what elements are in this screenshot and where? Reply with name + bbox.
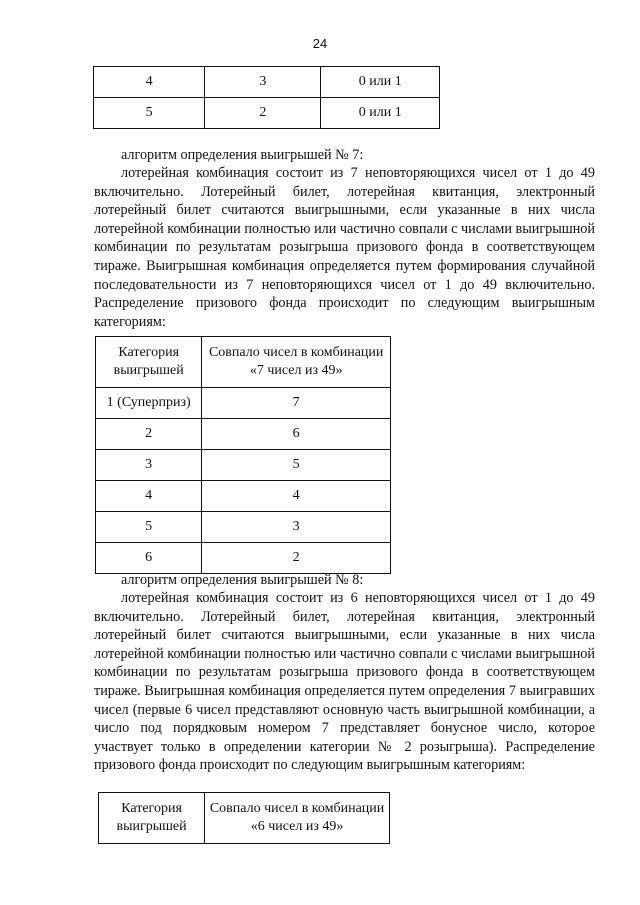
prize-table-continued: [93, 66, 440, 129]
table-row: [96, 450, 391, 481]
header-category: Категория выигрышей: [99, 793, 205, 844]
table-cell: 3: [96, 450, 202, 481]
table-cell: 4: [202, 481, 391, 512]
table-cell: 4: [96, 481, 202, 512]
table-cell: 6: [202, 419, 391, 450]
table-cell: 2: [202, 543, 391, 574]
table-cell: 3: [205, 67, 321, 98]
prize-categories-table-7-of-49: [95, 336, 391, 574]
table-cell: 0 или 1: [321, 67, 440, 98]
table-cell: 2: [205, 98, 321, 129]
table-cell: 4: [94, 67, 205, 98]
prize-categories-table-6-of-49: [98, 792, 390, 844]
section-8-body: лотерейная комбинация состоит из 6 неповторяющихся чисел от 1 до 49 включительно. Лотерейный билет, лотерейная квитанция, электронный лотерейный билет считаются выигрышными, если указанные в них числа лотерейной комбинации полностью или частично совпали с числами выигрышной комбинации по результатам розыгрыша призового фонда в соответствующем тираже. Выигрышная комбинация определяется путем определения 7 выигравших чисел (первые 6 чисел представляют основную часть выигрышной комбинации, а число под порядковым номером 7 представляет бонусное число, которое участвует только в определении категории № 2 розыгрыша). Распределение призового фонда происходит по следующим выигрышным категориям:: [94, 590, 595, 774]
table-cell: 2: [96, 419, 202, 450]
header-category: Категория выигрышей: [96, 337, 202, 388]
section-7-body: лотерейная комбинация состоит из 7 неповторяющихся чисел от 1 до 49 включительно. Лотерейный билет, лотерейная квитанция, электронный лотерейный билет считаются выигрышными, если указанные в них числа лотерейной комбинации полностью или частично совпали с числами выигрышной комбинации по результатам розыгрыша призового фонда в соответствующем тираже. Выигрышная комбинация определяется путем формирования случайной последовательности из 7 неповторяющихся чисел от 1 до 49 включительно. Распределение призового фонда происходит по следующим выигрышным категориям:: [94, 165, 595, 330]
table-row: [94, 98, 440, 129]
table-cell: 5: [202, 450, 391, 481]
table-row: [96, 388, 391, 419]
table-header-row: [99, 793, 390, 844]
header-matched-numbers: Совпало чисел в комбинации «7 чисел из 49»: [202, 337, 391, 388]
page-number: 24: [312, 36, 328, 51]
table-row: [96, 481, 391, 512]
table-cell: 3: [202, 512, 391, 543]
table-header-row: [96, 337, 391, 388]
table-cell: 6: [96, 543, 202, 574]
table-row: [96, 419, 391, 450]
table-cell: 7: [202, 388, 391, 419]
table-cell: 0 или 1: [321, 98, 440, 129]
section-8-title: алгоритм определения выигрышей № 8:: [121, 572, 364, 588]
table-cell: 5: [96, 512, 202, 543]
table-row: [96, 512, 391, 543]
table-row: [96, 543, 391, 574]
table-cell: 5: [94, 98, 205, 129]
section-7-title: алгоритм определения выигрышей № 7:: [121, 147, 364, 163]
table-row: [94, 67, 440, 98]
table-cell: 1 (Суперприз): [96, 388, 202, 419]
header-matched-numbers: Совпало чисел в комбинации «6 чисел из 49»: [205, 793, 390, 844]
